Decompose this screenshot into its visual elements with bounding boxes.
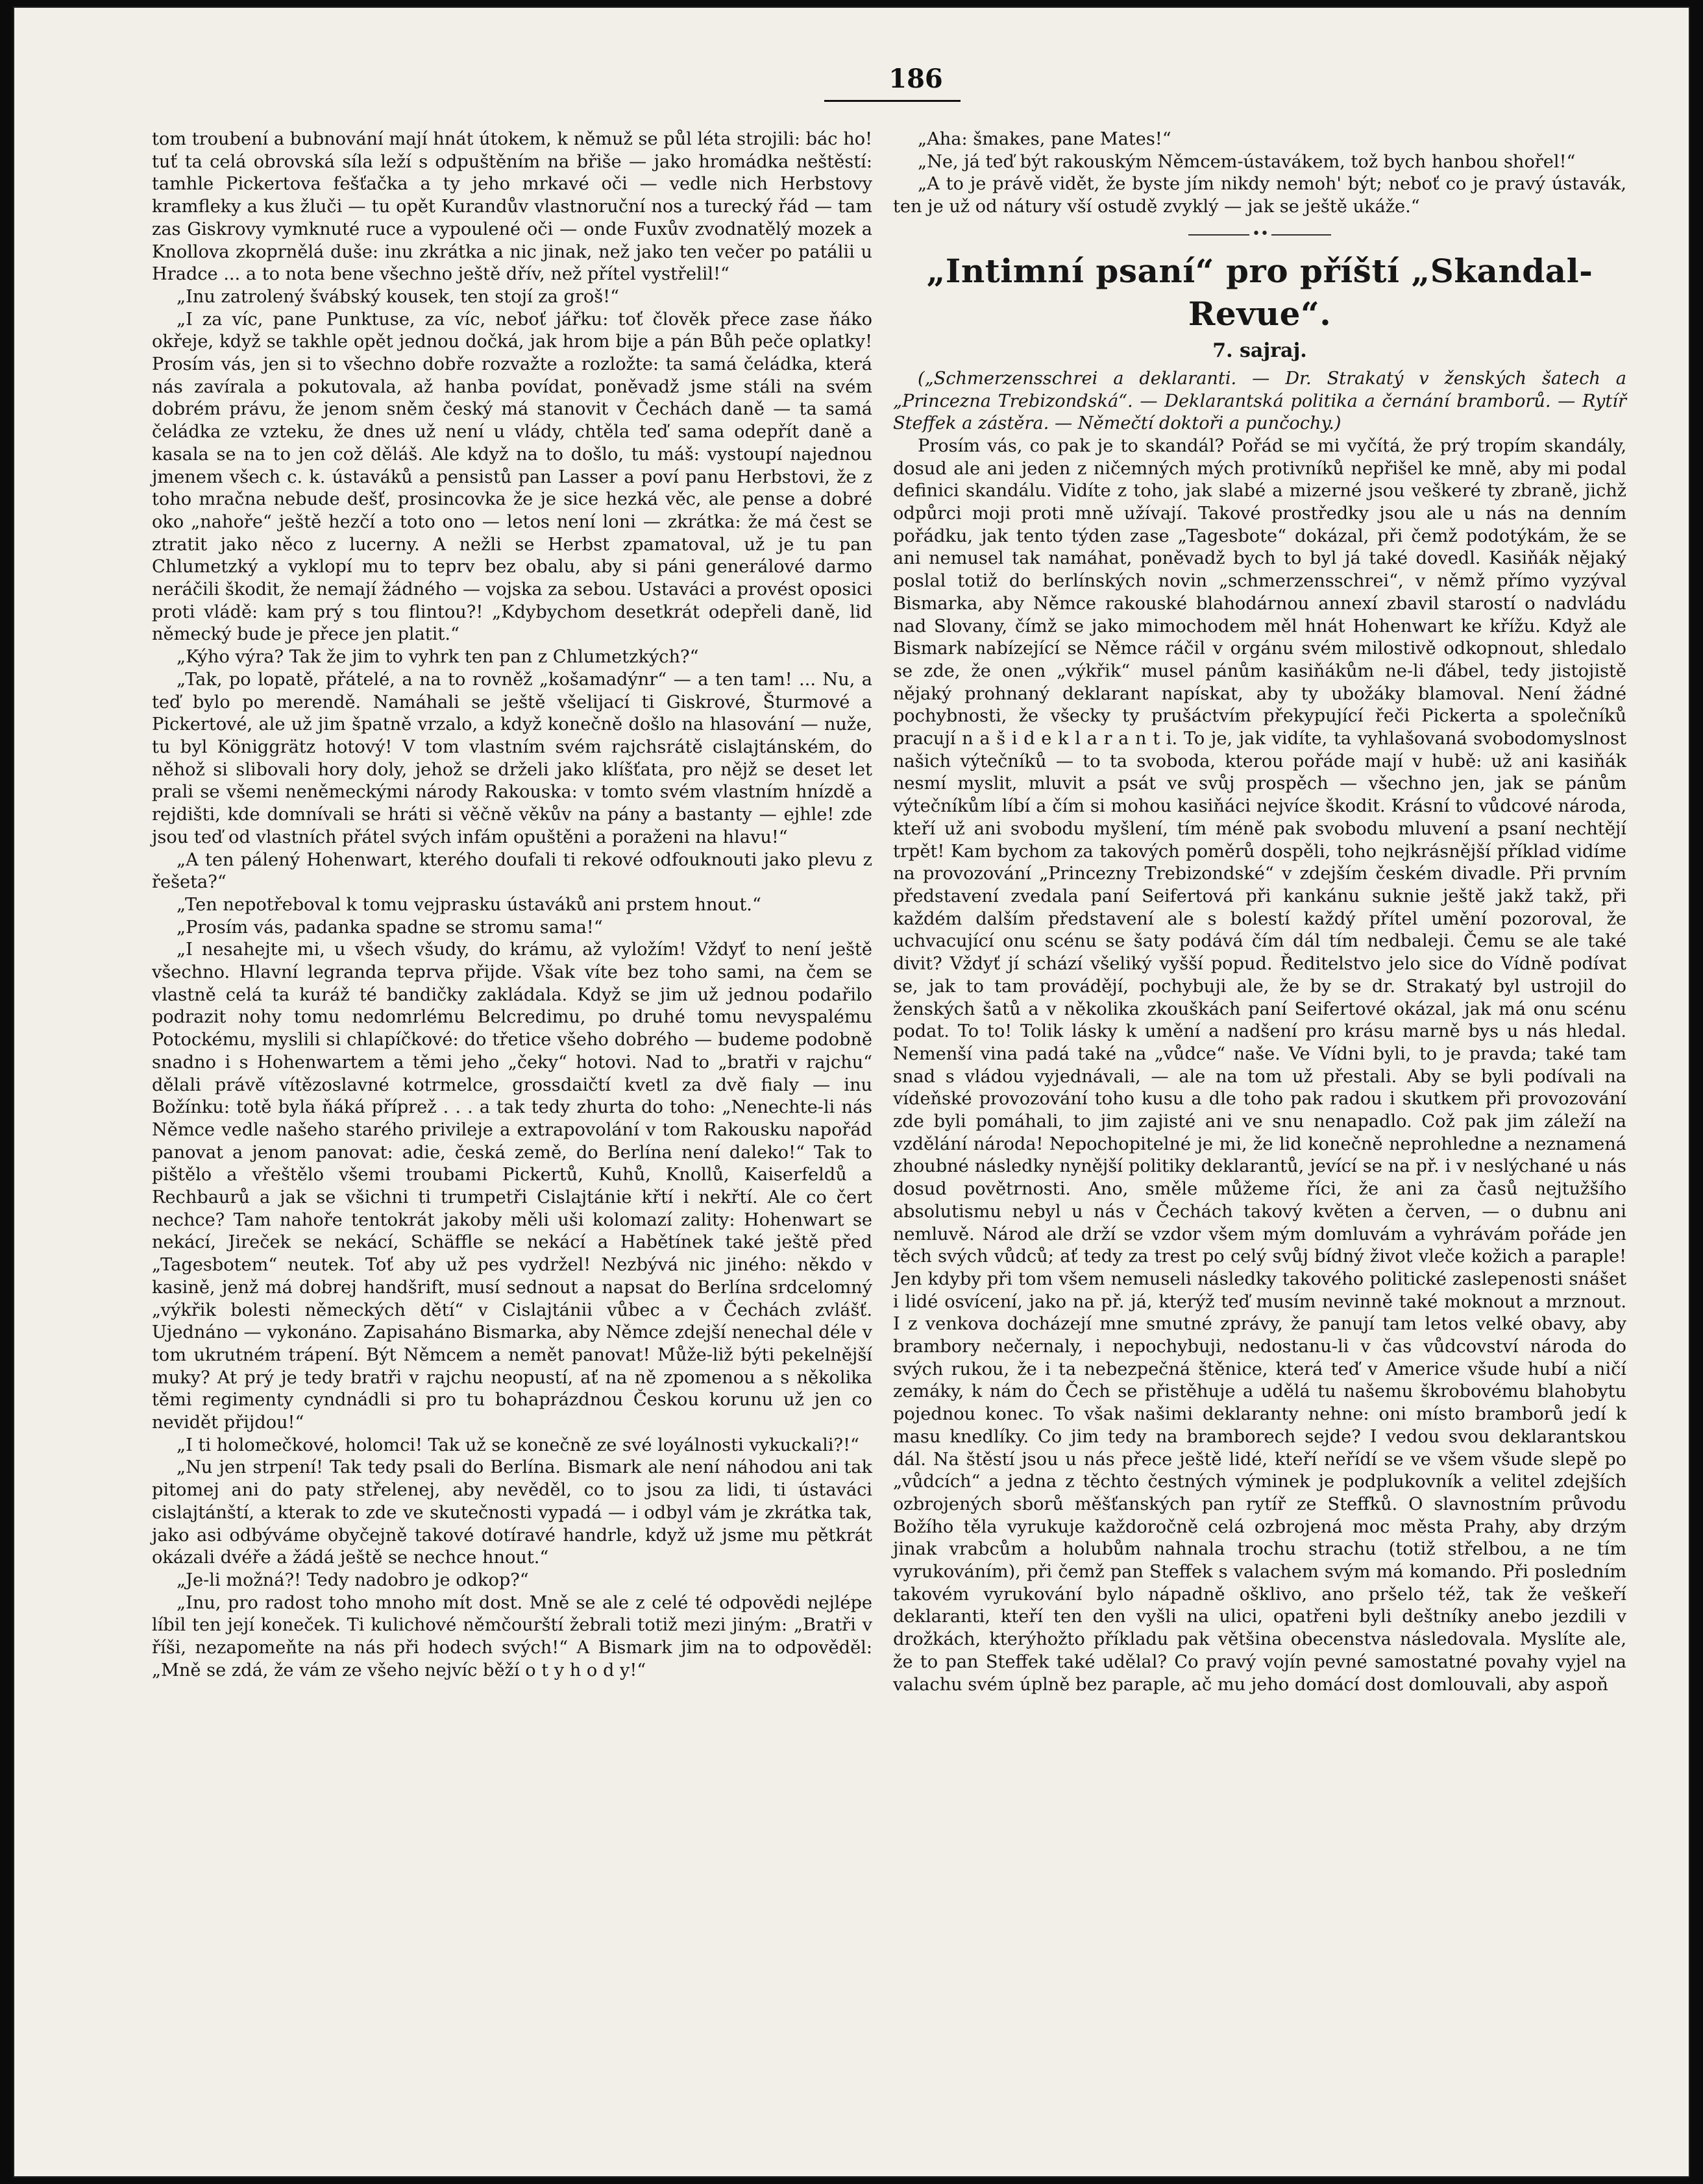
right-column	[893, 128, 1626, 1696]
paragraph: „Ne, já teď být rakouským Němcem-ústavákem, tož bych hanbou shořel!“	[918, 151, 1576, 172]
left-column	[152, 128, 872, 1682]
page-number-rule	[824, 100, 961, 102]
paragraph: „Inu, pro radost toho mnoho mít dost. Mně se ale z celé té odpovědi nejlépe líbil ten její koneček. Ti kulichové němčourští žebrali totiž mezi jiným: „Bratři v říši, nezapomeňte na nás při hodech svých!“ A Bismark jim na to odpověděl: „Mně se zdá, že vám ze všeho nejvíc běží o t y h o d y!“	[152, 1592, 872, 1680]
article-subheading: 7. sajraj.	[1212, 339, 1307, 362]
paragraph: „I nesahejte mi, u všech všudy, do krámu, až vyložím! Vždyť to není ještě všechno. Hlavní legranda teprva přijde. Však víte bez toho sami, na čem se vlastně celá ta kuráž té bandičky zakládala. Když se jim už jednou podařilo podrazit nohy tomu nedomrlému Belcredimu, po druhé tomu nevyspalému Potockému, myslili si chlapíčkové: do třetice všeho dobrého — budeme podobně snadno i s Hohenwartem a těmi jeho „čeky“ hotovi. Nad to „bratři v rajchu“ dělali právě vítězoslavné kotrmelce, grossdaičtí kvetl za dvě fialy — inu Božínku: totě byla ňáká příprež . . . a tak tedy zhurta do toho: „Nenechte-li nás Němce vedle našeho starého privileje a extrapovolání v tom Rakousku napořád panovat a jenom panovat: adie, česká země, do Berlína není daleko!“ Tak to pištělo a vřeštělo všemi troubami Pickertů, Kuhů, Knollů, Kaiserfeldů a Rechbaurů a jak se všichni ti trumpetři Cislajtánie křtí i nekřtí. Ale co čert nechce? Tam nahoře tentokrát jakoby měli uši kolomazí zality: Hohenwart se nekácí, Jireček se nekácí, Schäffle se nekácí a Habětínek také ještě před „Tagesbotem“ neutek. Toť aby už pes vydržel! Nezbývá nic jiného: někdo v kasině, jenž má dobrej handšrift, musí sednout a napsat do Berlína srdcelomný „výkřik bolesti německých dětí“ v Cislajtánii vůbec a v Čechách zvlášť. Ujednáno — vykonáno. Zapisaháno Bismarka, aby Němce zdejší nenechal déle v tom ukrutném trápení. Být Němcem a nemět panovat! Může-liž býti pekelnější muky? At prý je tedy bratři v rajchu neopustí, ať na ně zpomenou a s několika těmi regimenty cyndnádli si pro tu bohaprázdnou Českou korunu už jen co nevidět přijdou!“	[152, 940, 872, 1433]
paragraph: „Je-li možná?! Tedy nadobro je odkop?“	[177, 1570, 529, 1590]
paragraph: „Prosím vás, padanka spadne se stromu sama!“	[177, 917, 603, 938]
article-abstract: („Schmerzensschrei a deklaranti. — Dr. Strakatý v ženských šatech a „Princezna Trebizondská“. — Deklarantská politika a černání bramborů. — Rytíř Steffek a zástěra. — Němečtí doktoři a punčochy.)	[893, 368, 1626, 434]
paragraph: „Ten nepotřeboval k tomu vejprasku ústaváků ani prstem hnout.“	[177, 894, 761, 915]
paragraph: „I za víc, pane Punktuse, za víc, neboť jářku: toť člověk přece zase ňáko okřeje, když se takhle opět jednou dočká, jak hrom bije a pán Bůh peče oplatky! Prosím vás, jen si to všechno dobře rozvažte a rozložte: ta samá čeládka, která nás zavírala a pokutovala, až hanba povídat, poněvadž jsme stáli na svém dobrém právu, že jenom sněm český má stanovit v Čechách daně — ta samá čeládka ze vzteku, že dnes už není u vlády, chtěla teď sama odepřít daně a kasala se na to jen což děláš. Ale když na to došlo, tu máš: vystoupí najednou jmenem všech c. k. ústaváků a pensistů pan Lasser a poví panu Herbstovi, že z toho mračna nebude dešť, prosincovka že je sice hezká věc, ale pense a dobré oko „nahoře“ ještě hezčí a toto ono — letos není loni — zkrátka: že má čest se ztratit jako něco z lucerny. A nežli se Herbst zpamatoval, už je tu pan Chlumetzký a vyklopí mu to teprv bez obalu, aby si páni generálové darmo neráčili škodit, že nemají žádného — vojska za sebou. Ustaváci a provést oposici proti vládě: kam prý s tou flintou?! „Kdybychom desetkrát odepřeli daně, lid německý bude je přece jen platit.“	[152, 309, 872, 645]
paragraph: tom troubení a bubnování mají hnát útokem, k němuž se půl léta strojili: bác ho! tuť ta celá obrovská síla leží s odpuštěním na břiše — jako hromádka neštěstí: tamhle Pickertova fešťačka a ty jeho mrkavé oči — vedle nich Herbstovy kramfleky a kus žluči — tu opět Kurandův vlastnoruční nos a turecký řád — tam zas Giskrovy vymknuté ruce a vypoulené oči — onde Fuxův zvodnatělý mozek a Knollova zkoprnělá duše: inu zkrátka a nic jinak, než jako ten večer po patálii u Hradce ... a to nota bene všechno ještě dřív, než přítel vystřelil!“	[152, 129, 872, 285]
paragraph: „Tak, po lopatě, přátelé, a na to rovněž „košamadýnr“ — a ten tam! ... Nu, a teď bylo po merendě. Namáhali se ještě všelijací ti Giskrové, Šturmové a Pickertové, ale už jim špatně vrzalo, a když konečně došlo na hlasování — nuže, tu byl Königgrätz hotový! V tom vlastním svém rajchsrátě cislajtánském, do něhož si slibovali hory doly, jehož se drželi jako klíšťata, pro nějž se deset let prali se všemi neněmeckými národy Rakouska: v tomto svém vlastním hnízdě a rejdišti, kde domnívali se hráti si věčně věkův na pány a bastanty — ejhle! zde jsou teď od vlastních přátel svých infám opuštěni a poraženi na hlavu!“	[152, 669, 872, 847]
paragraph: „A to je právě vidět, že byste jím nikdy nemoh' být; neboť co je pravý ústavák, ten je už od nátury vší ostudě zvyklý — jak se ještě ukáže.“	[893, 174, 1626, 217]
section-divider	[1188, 234, 1331, 236]
page-number: 186	[888, 64, 943, 94]
paragraph: „Aha: šmakes, pane Mates!“	[918, 129, 1171, 149]
article-headline: „Intimní psaní“ pro příští „Skandal-Revue“.	[926, 251, 1593, 333]
paragraph: „Nu jen strpení! Tak tedy psali do Berlína. Bismark ale není náhodou ani tak pitomej ani do paty střelenej, aby nevěděl, co to jsou za lidi, ti ústaváci cislajtánští, a kterak to zde ve skutečnosti vypadá — i odbyl vám je zkrátka tak, jako asi odbýváme obyčejně takové dotíravé handrle, když už jsme mu pětkrát okázali dvéře a žádá ještě se nechce hnout.“	[152, 1457, 872, 1568]
newspaper-page	[13, 6, 1690, 2178]
article-body: Prosím vás, co pak je to skandál? Pořád se mi vyčítá, že prý tropím skandály, dosud ale ani jeden z ničemných mých protivníků nepřišel ke mně, aby mi podal definici skandálu. Vidíte z toho, jak slabé a mizerné jsou veškeré ty zbraně, jichž odpůrci moji proti mně užívají. Takové prostředky jsou ale u nás na denním pořádku, jak tento týden zase „Tagesbote“ dokázal, při čemž podotýkám, že se ani nemusel tak namáhat, poněvadž bych to byl já také dovedl. Kasiňák nějaký poslal totiž do berlínských novin „schmerzensschrei“, v němž přímo vyzýval Bismarka, aby Němce rakouské blahodárnou annexí zbavil starostí o nadvládu nad Slovany, čímž se jako mimochodem měl hnát Hohenwart ke křížu. Když ale Bismark nabízející se Němce ráčil v orgánu svém milostivě odkopnout, shledalo se zde, že onen „výkřik“ musel pánům kasiňákům ne-li ďábel, tedy jistojistě nějaký prohnaný deklarant napískat, aby ty ubožáky blamoval. Není žádné pochybnosti, že všecky ty prušáctvím překypující řeči Pickerta a společníků pracují n a š i d e k l a r a n t i. To je, jak vidíte, ta vyhlašovaná svobodomyslnost našich výtečníků — to ta svoboda, kterou pořáde mají v hubě: už ani kasiňák nesmí myslit, mluvit a psát ve svůj prospěch — všechno jen, jak se pánům výtečníkům líbí a čím si mohou kasiňáci nejvíce škodit. Krásní to vůdcové národa, kteří už ani svobodu myšlení, tím méně pak svobodu mluvení a psaní nechtějí trpět! Kam bychom za takových poměrů dospěli, toho nejkrásnější příklad vidíme na provozování „Princezny Trebizondské“ v zdejším českém divadle. Při prvním představení zvedala paní Seifertová při kankánu suknie ještě jakž takž, při každém dalším představení ale s bolestí každý přítel umění pozoroval, že uchvacující onu scénu se šaty podává čím dál tím nedbaleji. Čemu se ale také divit? Vždyť jí schází všeliký vyšší popud. Ředitelstvo jelo sice do Vídně podívat se, jak to tam provádějí, pochybuji ale, že by se dr. Strakatý byl ustrojil do ženských šatů a v několika zkouškách paní Seifertové okázal, jak má onu scénu podat. To to! Tolik lásky k umění a nadšení pro krásu marně bys u nás hledal. Nemenší vina padá také na „vůdce“ naše. Ve Vídni byli, to je pravda; také tam snad s vládou vyjednávali, — ale na tom už přestali. Aby se byli podívali na vídeňské provozování toho kusu a dle toho pak radou i skutkem při provozování zde byli pomáhali, to jim zajisté ani ve snu nenapadlo. Což pak jim záleží na vzdělání národa! Nepochopitelné je mi, že lid konečně neprohledne a neznamená zhoubné následky nynější politiky deklarantů, jevící se na př. i v neslýchané u nás dosud povětrnosti. Ano, směle můžeme říci, že ani za časů nejtužšího absolutismu nebyl u nás v Čechách takový květen a červen, — o dubnu ani nemluvě. Národ ale drží se vzdor všem mým domluvám a vyhrávám pořáde jen těch svých vůdců; ať tedy za trest po celý svůj bídný život vleče kožich a paraple! Jen kdyby při tom všem nemuseli následky takového politické zaslepenosti snášet i lidé osvícení, jako na př. já, kterýž teď musím nevinně také moknout a mrznout. I z venkova docházejí mne smutné zprávy, že panují tam letos velké obavy, aby brambory nečernaly, i nepochybuji, nedostanu-li v čas vůdcovství národa do svých rukou, že i ta nebezpečná štěnice, která teď v Americe všude hubí a ničí zemáky, k nám do Čech se přistěhuje a udělá tu našemu škrobovému blahobytu pojednou konec. To však našimi deklaranty nehne: oni místo bramborů jedí k masu knedlíky. Co jim tedy na bramborech sejde? I vedou svou deklarantskou dál. Na štěstí jsou u nás přece ještě lidé, kteří neřídí se ve všem všude slepě po „vůdcích“ a jedna z těchto čestných výminek je podplukovník a velitel zdejších ozbrojených sborů měšťanských pan rytíř ze Steffků. O slavnostním průvodu Božího těla vyrukuje každoročně celá ozbrojená moc města Prahy, aby drzým jinak vrabcům a holubům nahnala trochu strachu (totiž střelbou, a ne tím vyrukováním), při čemž pan Steffek s valachem svým má komando. Při posledním takovém vyrukování bylo nápadně ošklivo, ano pršelo též, tak že veškeří deklaranti, kteří ten den vyšli na ulici, opatřeni byli deštníky anebo jezdili v drožkách, kterýhožto příkladu pak většina obecenstva následovala. Myslíte ale, že to pan Steffek také udělal? Co pravý vojín pevné samostatné povahy vyjel na valachu svém úplně bez paraple, ač mu jeho domácí dost domlouvali, aby aspoň	[893, 435, 1626, 1695]
paragraph: „Kýho výra? Tak že jim to vyhrk ten pan z Chlumetzkých?“	[177, 647, 699, 668]
paragraph: „I ti holomečkové, holomci! Tak už se konečně ze své loyálnosti vykuckali?!“	[177, 1435, 859, 1455]
paragraph: „Inu zatrolený švábský kousek, ten stojí za groš!“	[177, 286, 620, 307]
paragraph: „A ten pálený Hohenwart, kterého doufali ti rekové odfouknouti jako plevu z řešeta?“	[152, 849, 872, 893]
